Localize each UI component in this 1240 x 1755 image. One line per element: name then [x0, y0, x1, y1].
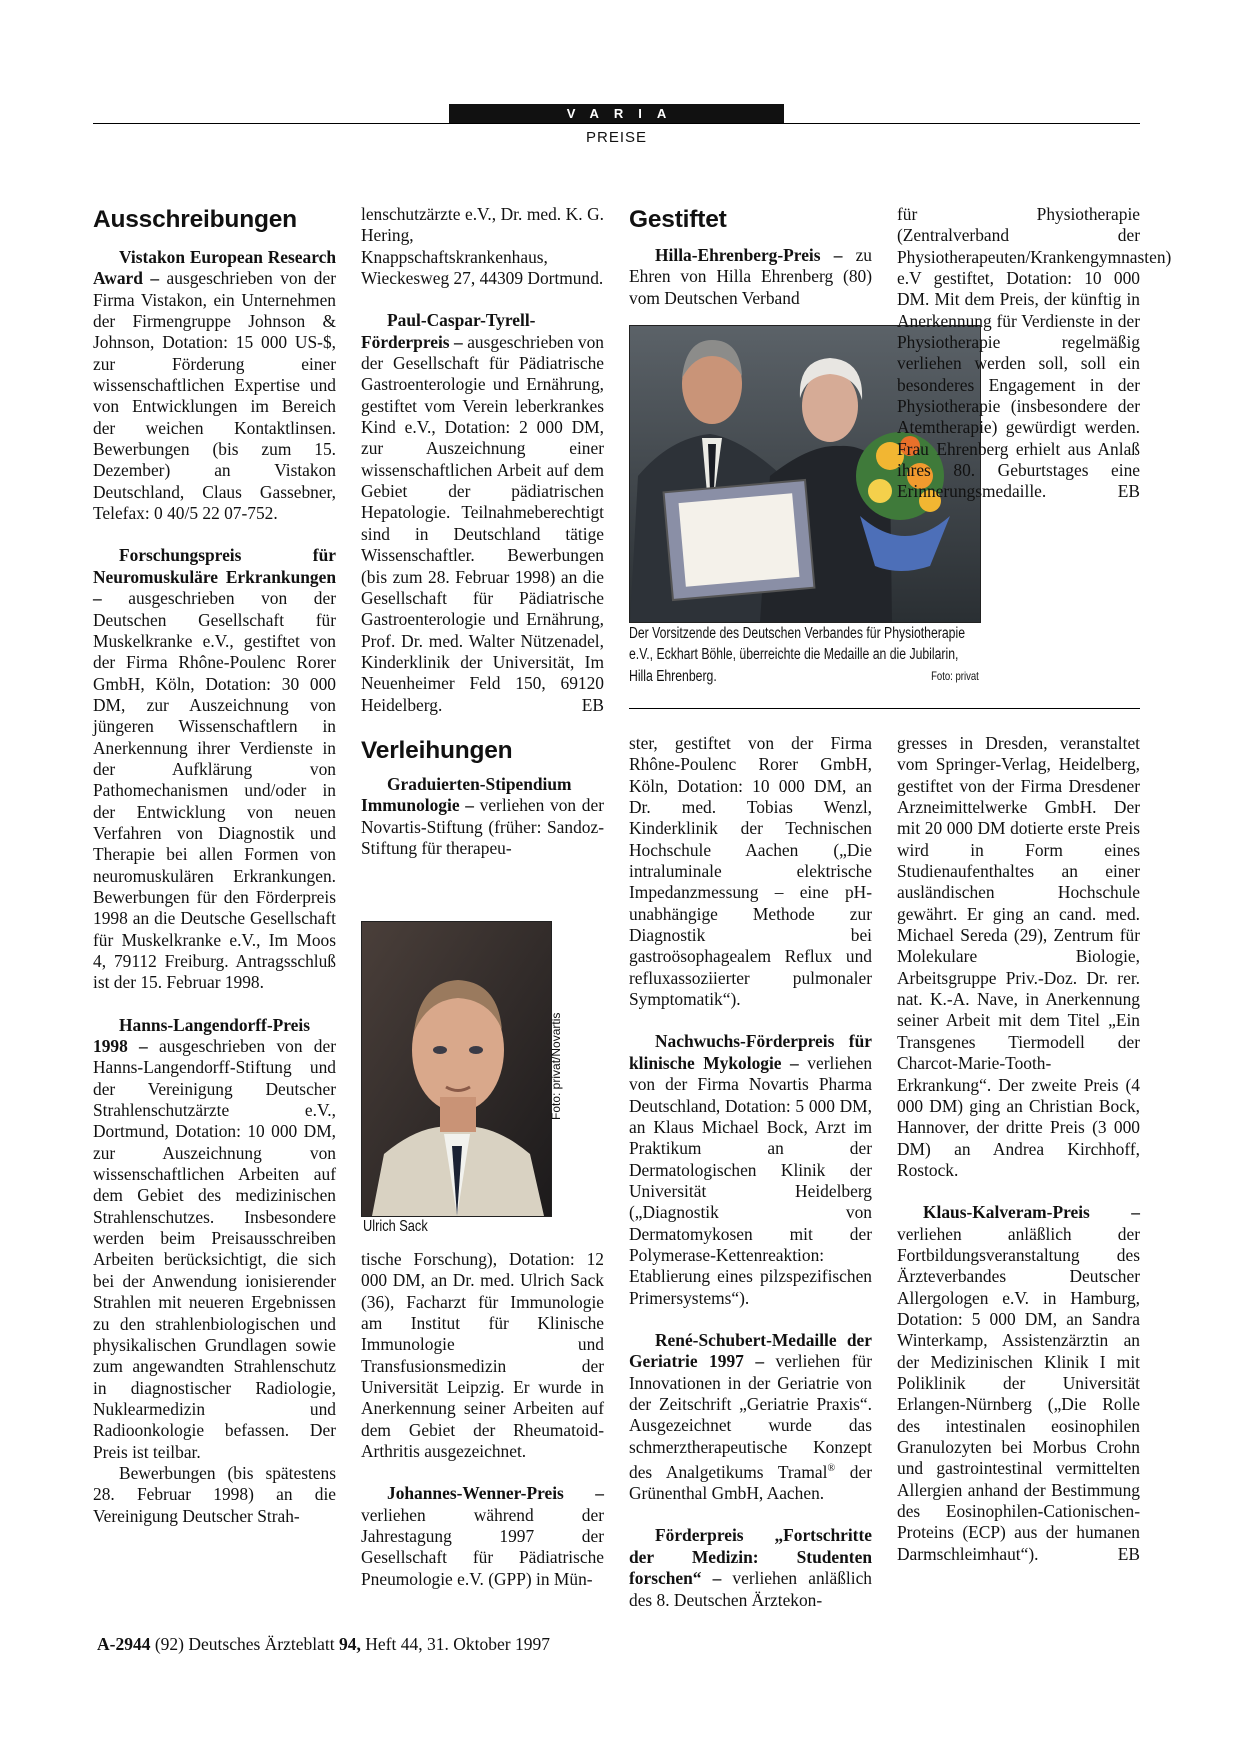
article-schubert [629, 1330, 872, 1505]
article-text: verliehen während der Jahrestagung 1997 der Gesellschaft für Pädiatrische Pneumologie e.V. (GPP) in Mün- [361, 1504, 604, 1589]
article-text: ausgeschrieben von der Deutschen Gesellschaft für Muskelkranke e.V., gestiftet von der Firma Rhône-Poulenc Rorer GmbH, Köln, Dotation: 30 000 DM, zur Auszeichnung von jüngeren Wissenschaftlern in Anerkennung ihrer Verdienste in der Aufklärung von Pathomechanismen und/oder in der Entwicklung von neuen Verfahren von Diagnostik und Therapie bei allen Formen von neuromuskulären Erkrankungen. Bewerbungen für den Förderpreis 1998 an die Deutsche Gesellschaft für Muskelkranke e.V., Im Moos 4, 79112 Freiburg. Antragsschluß ist der 15. Februar 1998. [93, 588, 336, 993]
portrait-photo [361, 921, 552, 1217]
article-title: Johannes-Wenner-Preis – [387, 1483, 604, 1504]
article-title: Hilla-Ehrenberg-Preis – [655, 245, 843, 265]
article-title: Klaus-Kalveram-Preis – [923, 1202, 1140, 1223]
article-title: Nachwuchs-Förderpreis für klinische Mykologie – [629, 1031, 872, 1073]
volume-number: 94, [339, 1634, 361, 1654]
photo-caption: Ulrich Sack [363, 1218, 428, 1235]
article-text: verliehen anläßlich des 8. Deutschen Ärztekon- [629, 1568, 872, 1610]
article-text: ausgeschrieben von der Hanns-Langendorff-Stiftung und der Vereinigung Deutscher Strahlenschutzärzte e.V., Dortmund, Dotation: 10 000 DM, zur Auszeichnung von wissenschaftlichen Arbeiten auf dem Gebiet des medizinischen Strahlenschutzes. Insbesondere werden beim Preisausschreiben Arbeiten berücksichtigt, die sich bei der Anwendung ionisierender Strahlen mit neueren Ergebnissen zu den strahlenbiologischen und physikalischen Grundlagen sowie zum angewandten Strahlenschutz in diagnostischer Radiologie, Nuklearmedizin und Radioonkologie befassen. Der Preis ist teilbar. [93, 1036, 336, 1462]
article-title: Förderpreis „Fortschritte der Medizin: Studenten forschen“ – [629, 1525, 872, 1589]
article-title: Graduierten-Stipendium Immunologie – [361, 773, 572, 816]
page-footer [97, 1634, 550, 1655]
section-bar: VARIA [449, 104, 784, 123]
article-wenner-continued: ster, gestiftet von der Firma Rhône-Poulenc Rorer GmbH, Köln, Dotation: 10 000 DM, an Dr. med. Tobias Wenzl, Kinderklinik der Technischen Hochschule Aachen („Die intraluminale elektrische Impedanzmessung – eine pH-unabhängige Methode zur Diagnostik bei gastroösophagealem Reflux und refluxassoziierter pulmonaler Symptomatik“). [629, 733, 872, 1010]
article-title: Paul-Caspar-Tyrell-Förderpreis – [361, 310, 536, 352]
header-rule [93, 123, 1140, 124]
article-stipendium-continued: tische Forschung), Dotation: 12 000 DM, an Dr. med. Ulrich Sack (36), Facharzt für Immunologie am Institut für Klinische Immunologie und Transfusionsmedizin der Universität Leipzig. Er wurde in Anerkennung seiner Arbeiten auf dem Gebiet der Rheumatoid-Arthritis ausgezeichnet. [361, 1249, 604, 1462]
column-2-lower [361, 1249, 604, 1590]
heading-gestiftet: Gestiftet [629, 206, 727, 233]
heading-ausschreibungen: Ausschreibungen [93, 206, 297, 233]
photo-credit: Foto: privat/Novartis [549, 1012, 563, 1120]
column-3 [629, 205, 872, 309]
article-langendorff-continued: Bewerbungen (bis spätestens 28. Februar 1998) an die Vereinigung Deutscher Strah- [93, 1462, 336, 1526]
article-continued: lenschutzärzte e.V., Dr. med. K. G. Hering, Knappschaftskrankenhaus, Wieckesweg 27, 44309 Dortmund. [361, 204, 604, 289]
article-vistakon [93, 247, 336, 524]
article-text: zu Ehren von Hilla Ehrenberg (80) vom Deutschen Verband [629, 245, 873, 308]
article-text: verliehen von der Novartis-Stiftung (früher: Sandoz-Stiftung für therapeu- [361, 795, 604, 858]
photo-caption [629, 623, 979, 687]
issue-date: Heft 44, 31. Oktober 1997 [365, 1634, 550, 1654]
article-foerderpreis [629, 1525, 872, 1610]
section-rule [629, 708, 1140, 709]
article-text: ausgeschrieben von der Gesellschaft für Pädiatrische Gastroenterologie und Ernährung, gestiftet vom Verein leberkrankes Kind e.V., Dotation: 2 000 DM, zur Auszeichnung einer wissenschaftlichen Arbeit auf dem Gebiet der pädiatrischen Hepatologie. Teilnahmeberechtigt sind in Deutschland tätige Wissenschaftler. Bewerbungen (bis zum 28. Februar 1998) an die Gesellschaft für Pädiatrische Gastroenterologie und Ernährung, Prof. Dr. med. Walter Nützenadel, Kinderklinik der Universität, Im Neuenheimer Feld 150, 69120 Heidelberg. [361, 331, 604, 715]
article-title: Hanns-Langendorff-Preis 1998 – [93, 1014, 310, 1057]
column-2 [361, 204, 604, 859]
heading-verleihungen: Verleihungen [361, 736, 513, 764]
article-ehrenberg [629, 245, 872, 309]
article-forschungspreis [93, 545, 336, 993]
article-ehrenberg-continued [897, 204, 1172, 503]
article-text: der Grünenthal GmbH, Aachen. [629, 1461, 872, 1504]
article-text: ausgeschrieben von der Firma Vistakon, ein Unternehmen der Firmengruppe Johnson & Johnson, Dotation: 15 000 US-$, zur Förderung einer wissenschaftlichen Expertise und von Entwicklungen im Bereich der weichen Kontaktlinsen. Bewerbungen (bis zum 15. Dezember) an Vistakon Deutschland, Claus Gassebner, Telefax: 0 40/5 22 07-752. [93, 268, 336, 524]
article-title: Forschungspreis für Neuromuskuläre Erkrankungen – [93, 545, 336, 609]
caption-text: Der Vorsitzende des Deutschen Verbandes für Physiotherapie e.V., Eckhart Böhle, überreichte die Medaille an die Jubilarin, Hilla Ehrenberg. [629, 625, 965, 685]
article-title: Vistakon European Research Award – [93, 247, 336, 289]
article-mykologie [629, 1031, 872, 1308]
author-signature: EB [581, 694, 604, 715]
article-foerderpreis-continued: gresses in Dresden, veranstaltet vom Springer-Verlag, Heidelberg, gestiftet von der Firma Dresdener Arzneimittelwerke GmbH. Der mit 20 000 DM dotierte erste Preis wird in Form eines Studienaufenthaltes an einer ausländischen Hochschule gewährt. Er ging an cand. med. Michael Sereda (29), Zentrum für Molekulare Biologie, Arbeitsgruppe Priv.-Doz. Dr. rer. nat. K.-A. Nave, in Anerkennung seiner Arbeit mit dem Titel „Ein Transgenes Tiermodell der Charcot-Marie-Tooth-Erkrankung“. Der zweite Preis (4 000 DM) ging an Christian Bock, Hannover, der dritte Preis (3 000 DM) an Andrea Kirchhoff, Rostock. [897, 733, 1140, 1180]
author-signature: EB [1117, 481, 1140, 502]
article-langendorff [93, 1015, 336, 1463]
article-wenner [361, 1483, 604, 1590]
author-signature: EB [1117, 1543, 1140, 1564]
page-code: A-2944 [97, 1634, 151, 1654]
article-kalveram [897, 1202, 1140, 1565]
subsection-label: PREISE [585, 129, 648, 146]
journal-name: (92) Deutsches Ärzteblatt [154, 1634, 335, 1654]
column-1 [93, 205, 336, 1527]
registered-mark: ® [827, 1463, 836, 1474]
column-3-lower [629, 733, 872, 1611]
article-tyrell [361, 310, 604, 716]
article-text: für Physiotherapie (Zentralverband der Physiotherapeuten/Krankengymnasten) e.V gestiftet, Dotation: 10 000 DM. Mit dem Preis, der künftig in Anerkennung für Verdienste in der Physiotherapie regelmäßig verliehen werden soll, soll ein besonderes Engagement in der Physiotherapie (insbesondere der Atemtherapie) gewürdigt werden. Frau Ehrenberg erhielt aus Anlaß ihres 80. Geburtstages eine Erinnerungsmedaille. [897, 204, 1172, 502]
article-text: verliehen anläßlich der Fortbildungsveranstaltung des Ärzteverbandes Deutscher Allergologen e.V. in Hamburg, Dotation: 5 000 DM, an Sandra Winterkamp, Assistenzärztin an der Medizinischen Klinik I mit Poliklinik der Universität Erlangen-Nürnberg („Die Rolle des intestinalen eosinophilen Granulozyten bei Morbus Crohn und gastrointestinal vermittelten Allergien anhand der Bestimmung des Eosinophilen-Cationischen-Proteins (ECP) aus der humanen Darmschleimhaut“). [897, 1223, 1140, 1564]
article-stipendium [361, 774, 604, 859]
article-text: verliehen für Innovationen in der Geriatrie von der Zeitschrift „Geriatrie Praxis“. Ausgezeichnet wurde das schmerztherapeutische Konzept des Analgetikums Tramal [629, 1351, 872, 1482]
column-4-lower [897, 733, 1140, 1565]
article-text: verliehen von der Firma Novartis Pharma Deutschland, Dotation: 5 000 DM, an Klaus Michael Bock, Arzt im Praktikum an der Dermatologischen Klinik der Universität Heidelberg („Diagnostik von Dermatomykosen mit der Polymerase-Kettenreaktion: Etablierung eines pilzspezifischen Primersystems“). [629, 1052, 873, 1308]
column-4 [897, 204, 1172, 503]
photo-credit: Foto: privat [931, 668, 979, 683]
article-title: René-Schubert-Medaille der Geriatrie 1997 – [629, 1329, 872, 1372]
